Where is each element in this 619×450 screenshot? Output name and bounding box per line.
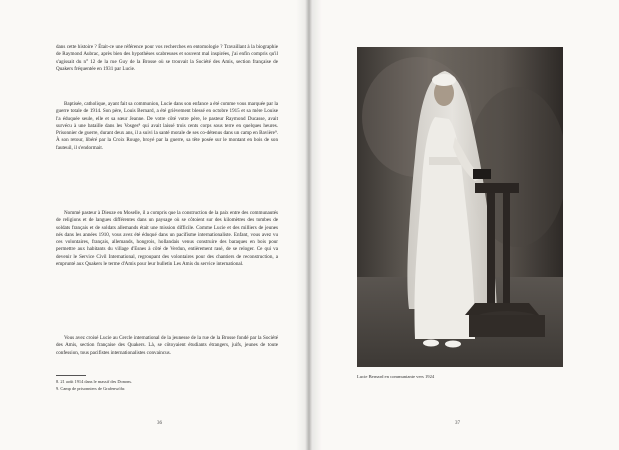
paragraph-text: Nommé pasteur à Dieuze en Moselle, il a compris que la construction de la paix entre des communautés de religions et de langues différentes dans un paysage où se côtoient sur des kilomètres des tombes de soldats français et de soldats allemands était une mission difficile. Comme Lucie et des milliers de jeunes nés dans les années 1910, vous avez été éduqué dans un pacifisme internationaliste. Enfant, vous avez vu ces volontaires, français, allemands, hongrois, hollandais venus construire des baraques en bois pour permettre aux habitants du village d'Esnes à côté de Verdun, entièrement rasé, de se reloger. Ce qui va devenir le Service Civil International, regroupant des volontaires pour des chantiers de reconstruction, a emprunté aux Quakers le terme d'Amis pour leur bulletin Les Amis du service international.: [56, 210, 278, 267]
paragraph-4: [56, 335, 278, 357]
footnote-8: 8. 21 août 1914 dans le massif des Donons.: [56, 379, 133, 384]
photo-caption: Lucie Bernard en communiante vers 1924: [357, 374, 435, 379]
left-page-number: 36: [157, 421, 162, 426]
footnote-rule: [56, 375, 86, 376]
book-gutter: [296, 0, 322, 450]
paragraph-text: dans cette histoire ? Était-ce une référence pour vos recherches en entomologie ? Travaillant à la biographie de Raymond Aubrac, après bien des hypothèses scabreuses et souvent mal inspirées, j'ai enfin compris qu'il s'agissait du n° 12 de la rue Guy de la Brosse où se trouvait la Société des Amis, section française de Quakers fréquentée en 1931 par Lucie.: [56, 44, 278, 72]
paragraph-text: Vous avez croisé Lucie au Cercle international de la jeunesse de la rue de la Brosse fondé par la Société des Amis, section française des Quakers. Là, se côtoyaient étudiants étrangers, juifs, jeunes de toute confession, tous pacifistes internationalistes convaincus.: [56, 335, 278, 356]
paragraph-2: [56, 101, 278, 152]
right-page-number: 37: [455, 421, 460, 426]
paragraph-1: [56, 44, 278, 73]
paragraph-3: [56, 210, 278, 268]
communion-photograph: [357, 47, 563, 367]
left-page: [0, 0, 309, 450]
paragraph-text: Baptisée, catholique, ayant fait sa communion, Lucie dans son enfance a été comme vous marquée par la guerre totale de 1914. Son père, Louis Bernard, a été grièvement blessé en octobre 1915 et sa mère Louise l'a éduquée seule, elle et sa sœur Jeanne. De votre côté votre père, le pasteur Raymond Ducasse, avait survécu à une bataille dans les Vosges⁸ qui avait laissé trois cents corps sous terre en quelques heures. Prisonnier de guerre, durant deux ans, il a suivi la santé morale de ses co-détenus dans un camp en Bavière⁹. À son retour, libéré par la Croix Rouge, broyé par la guerre, sa tête posée sur le montant en bois de son fauteuil, il s'endormait.: [56, 101, 278, 151]
footnote-9: 9. Camp de prisonniers de Grafenwöhr.: [56, 385, 126, 391]
footnotes: [56, 379, 278, 393]
